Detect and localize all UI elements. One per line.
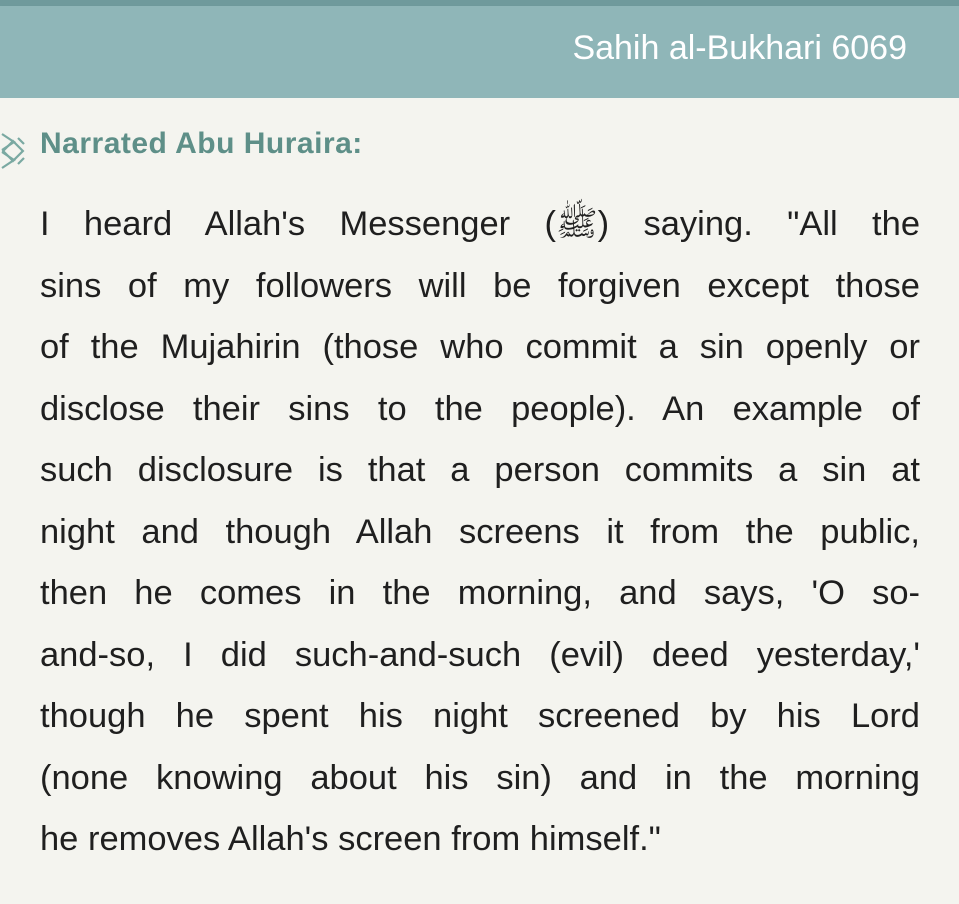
hadith-line: of the Mujahirin (those who commit a sin openly or <box>40 328 920 366</box>
hadith-line: (none knowing about his sin) and in the morning <box>40 758 920 797</box>
hadith-line: though he spent his night screened by his Lord <box>40 697 920 735</box>
hadith-reference-title: Sahih al-Bukhari 6069 <box>572 29 907 67</box>
hadith-line: disclose their sins to the people). An example of <box>40 389 920 428</box>
hadith-line: night and though Allah screens it from the public, <box>40 512 920 551</box>
narrator-heading: Narrated Abu Huraira: <box>40 127 363 160</box>
hadith-line: such disclosure is that a person commits a sin at <box>40 451 920 489</box>
hadith-line: sins of my followers will be forgiven except those <box>40 266 920 305</box>
hadith-line: and-so, I did such-and-such (evil) deed yesterday,' <box>40 635 920 674</box>
hadith-line: then he comes in the morning, and says, 'O so- <box>40 574 920 612</box>
ornament-icon <box>0 128 26 174</box>
header-bar <box>0 6 959 98</box>
hadith-line: I heard Allah's Messenger (ﷺ) saying. "All the <box>40 205 921 243</box>
hadith-line: he removes Allah's screen from himself." <box>40 820 661 858</box>
hadith-text <box>40 198 920 875</box>
